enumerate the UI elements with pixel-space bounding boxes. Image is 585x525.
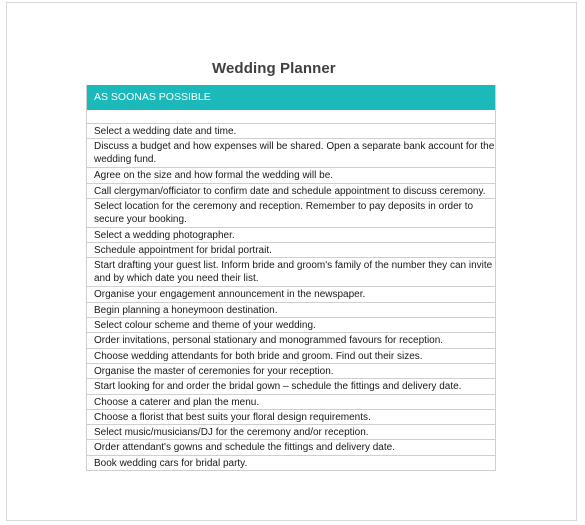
- checklist-item: Select colour scheme and theme of your wedding.: [87, 318, 495, 333]
- checklist-item: Book wedding cars for bridal party.: [87, 456, 495, 471]
- checklist-item: Order attendant's gowns and schedule the fittings and delivery date.: [87, 440, 495, 455]
- checklist-item: Organise your engagement announcement in the newspaper.: [87, 287, 495, 302]
- checklist-item: Select location for the ceremony and reception. Remember to pay deposits in order to secure your booking.: [87, 199, 495, 228]
- checklist-item: Choose wedding attendants for both bride and groom. Find out their sizes.: [87, 349, 495, 364]
- checklist-item: Begin planning a honeymoon destination.: [87, 303, 495, 318]
- checklist-item: Select music/musicians/DJ for the ceremony and/or reception.: [87, 425, 495, 440]
- checklist-table: [86, 85, 496, 471]
- checklist-item: Agree on the size and how formal the wedding will be.: [87, 168, 495, 183]
- checklist-item: Organise the master of ceremonies for your reception.: [87, 364, 495, 379]
- checklist-item: Choose a florist that best suits your floral design requirements.: [87, 410, 495, 425]
- checklist-item: Choose a caterer and plan the menu.: [87, 395, 495, 410]
- checklist-item: Select a wedding date and time.: [87, 124, 495, 139]
- checklist-item: Start drafting your guest list. Inform bride and groom's family of the number they can invite and by which date you need their list.: [87, 258, 495, 287]
- checklist-item: Call clergyman/officiator to confirm date and schedule appointment to discuss ceremony.: [87, 184, 495, 199]
- blank-row: [87, 110, 495, 124]
- page-title: Wedding Planner: [212, 60, 336, 77]
- checklist-item: Schedule appointment for bridal portrait.: [87, 243, 495, 258]
- checklist-item: Discuss a budget and how expenses will be shared. Open a separate bank account for the wedding fund.: [87, 139, 495, 168]
- checklist-item: Select a wedding photographer.: [87, 228, 495, 243]
- checklist-item: Start looking for and order the bridal gown – schedule the fittings and delivery date.: [87, 379, 495, 394]
- section-header: AS SOONAS POSSIBLE: [87, 85, 495, 110]
- checklist-item: Order invitations, personal stationary and monogrammed favours for reception.: [87, 333, 495, 348]
